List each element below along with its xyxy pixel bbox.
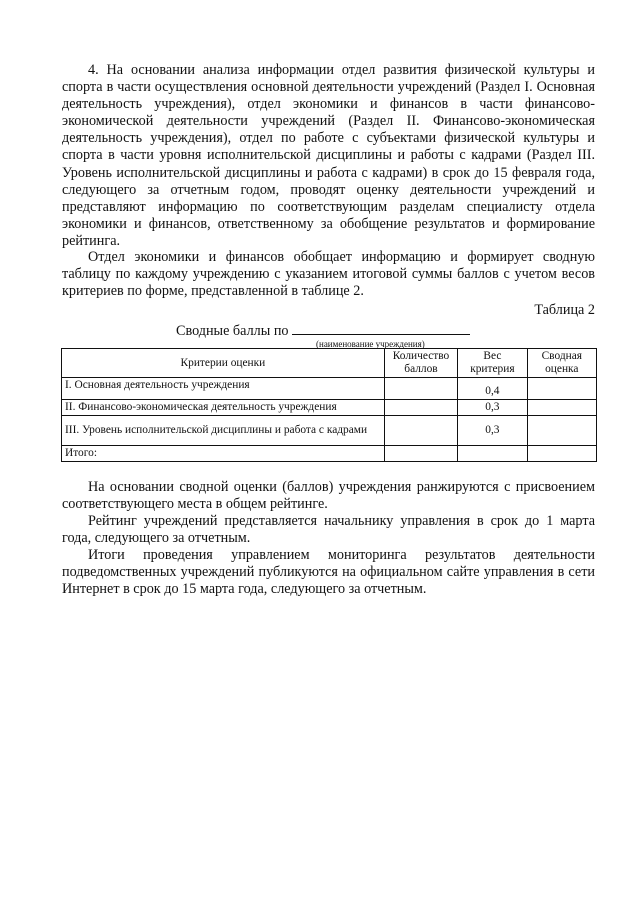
row-weight: 0,3: [458, 416, 527, 446]
row-count: [384, 400, 457, 416]
paragraph-summary-table: Отдел экономики и финансов обобщает информацию и формирует сводную таблицу по каждому учреждению с указанием итоговой суммы баллов с учетом весов критериев по форме, представленной в таблице 2.: [62, 249, 595, 300]
row-count: [384, 416, 457, 446]
table-row: [62, 378, 597, 400]
total-label: Итого:: [62, 446, 385, 462]
row-criteria: II. Финансово-экономическая деятельность учреждения: [62, 400, 385, 416]
header-weight: Вес критерия: [458, 349, 527, 378]
table-row: [62, 400, 597, 416]
table-caption: Таблица 2: [534, 302, 595, 318]
summary-scores-table: [61, 348, 597, 462]
row-criteria: III. Уровень исполнительской дисциплины и работа с кадрами: [62, 416, 385, 446]
header-criteria: Критерии оценки: [62, 349, 385, 378]
table-title: [176, 322, 470, 340]
row-weight: 0,4: [458, 378, 527, 400]
row-summary: [527, 378, 596, 400]
row-summary: [527, 416, 596, 446]
table-header-row: [62, 349, 597, 378]
total-count: [384, 446, 457, 462]
row-count: [384, 378, 457, 400]
total-weight: [458, 446, 527, 462]
header-summary: Сводная оценка: [527, 349, 596, 378]
row-criteria: I. Основная деятельность учреждения: [62, 378, 385, 400]
row-summary: [527, 400, 596, 416]
paragraph-analysis: 4. На основании анализа информации отдел развития физической культуры и спорта в части осуществления основной деятельности учреждений (Раздел I. Основная деятельность учреждения), отдел экономики и финансов в части финансово-экономической деятельности учреждений (Раздел II. Финансово-экономическая деятельность учреждения), отдел по работе с субъектами физической культуры и спорта в части уровня исполнительской дисциплины и работы с кадрами (Раздел III. Уровень исполнительской дисциплины и работа с кадрами) в срок до 15 февраля года, следующего за отчетным годом, проводят оценку деятельности учреждений и представляют информацию по соответствующим разделам специалисту отдела экономики и финансов, ответственному за обобщение результатов и формирование рейтинга.: [62, 62, 595, 249]
row-weight: 0,3: [458, 400, 527, 416]
paragraph-ranking: На основании сводной оценки (баллов) учреждения ранжируются с присвоением соответствующего места в общем рейтинге.: [62, 479, 595, 513]
institution-name-hint: (наименование учреждения): [316, 339, 425, 349]
table-row: [62, 416, 597, 446]
header-count: Количество баллов: [384, 349, 457, 378]
table-total-row: [62, 446, 597, 462]
paragraph-rating-deadline: Рейтинг учреждений представляется начальнику управления в срок до 1 марта года, следующего за отчетным.: [62, 513, 595, 547]
paragraph-publication: Итоги проведения управлением мониторинга результатов деятельности подведомственных учреждений публикуются на официальном сайте управления в сети Интернет в срок до 15 марта года, следующего за отчетным.: [62, 547, 595, 598]
total-summary: [527, 446, 596, 462]
institution-name-blank: [292, 322, 470, 335]
table-title-text: Сводные баллы по: [176, 323, 289, 339]
